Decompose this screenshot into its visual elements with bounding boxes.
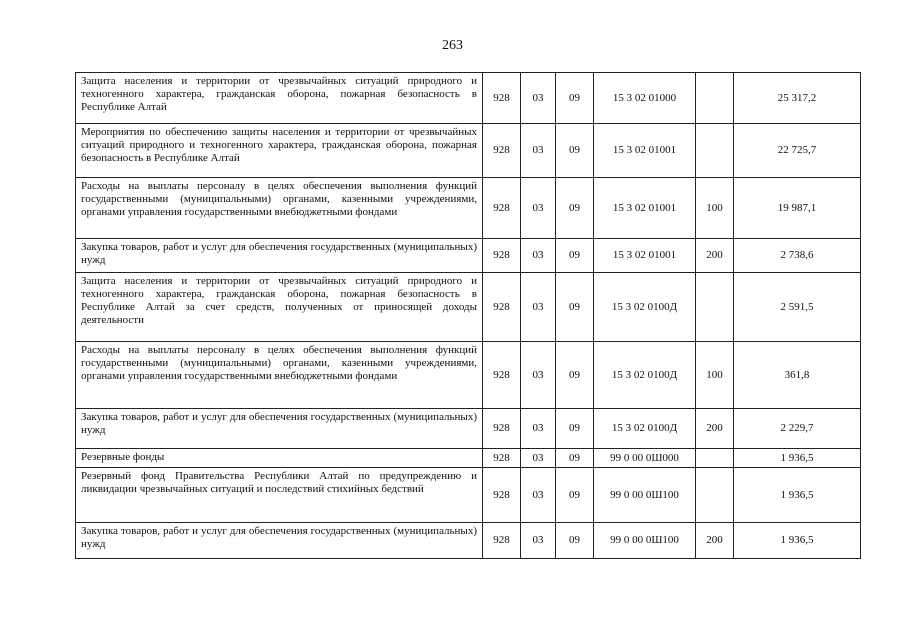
row-description: Закупка товаров, работ и услуг для обеспечения государственных (муниципальных) нужд bbox=[76, 239, 483, 273]
row-description: Защита населения и территории от чрезвычайных ситуаций природного и техногенного характера, гражданская оборона, пожарная безопасность в Республике Алтай за счет средств, полученных от приносящей доходы деятельности bbox=[76, 273, 483, 342]
row-expense-type: 200 bbox=[696, 409, 734, 449]
row-amount: 2 738,6 bbox=[734, 239, 861, 273]
table-row bbox=[76, 73, 861, 124]
table-row bbox=[76, 449, 861, 468]
row-target-article: 15 3 02 01001 bbox=[594, 239, 696, 273]
row-description: Защита населения и территории от чрезвычайных ситуаций природного и техногенного характера, гражданская оборона, пожарная безопасность в Республике Алтай bbox=[76, 73, 483, 124]
row-ministry-code: 928 bbox=[483, 273, 521, 342]
row-section-code: 03 bbox=[521, 449, 556, 468]
row-subsection-code: 09 bbox=[556, 409, 594, 449]
row-subsection-code: 09 bbox=[556, 178, 594, 239]
row-section-code: 03 bbox=[521, 124, 556, 178]
row-ministry-code: 928 bbox=[483, 73, 521, 124]
row-description: Резервный фонд Правительства Республики Алтай по предупреждению и ликвидации чрезвычайных ситуаций и последствий стихийных бедствий bbox=[76, 468, 483, 523]
row-target-article: 15 3 02 0100Д bbox=[594, 273, 696, 342]
row-subsection-code: 09 bbox=[556, 523, 594, 559]
row-expense-type bbox=[696, 449, 734, 468]
row-section-code: 03 bbox=[521, 73, 556, 124]
row-target-article: 15 3 02 01001 bbox=[594, 178, 696, 239]
row-amount: 2 229,7 bbox=[734, 409, 861, 449]
row-expense-type: 200 bbox=[696, 239, 734, 273]
table-row bbox=[76, 409, 861, 449]
row-target-article: 15 3 02 0100Д bbox=[594, 409, 696, 449]
row-ministry-code: 928 bbox=[483, 124, 521, 178]
table-row bbox=[76, 342, 861, 409]
row-subsection-code: 09 bbox=[556, 468, 594, 523]
table-row bbox=[76, 273, 861, 342]
row-subsection-code: 09 bbox=[556, 73, 594, 124]
table-row bbox=[76, 239, 861, 273]
row-expense-type bbox=[696, 273, 734, 342]
row-target-article: 99 0 00 0Ш000 bbox=[594, 449, 696, 468]
row-expense-type: 100 bbox=[696, 178, 734, 239]
table-row bbox=[76, 523, 861, 559]
row-expense-type bbox=[696, 124, 734, 178]
row-amount: 2 591,5 bbox=[734, 273, 861, 342]
budget-table bbox=[75, 72, 861, 559]
row-section-code: 03 bbox=[521, 523, 556, 559]
row-amount: 361,8 bbox=[734, 342, 861, 409]
row-expense-type: 200 bbox=[696, 523, 734, 559]
row-subsection-code: 09 bbox=[556, 449, 594, 468]
row-ministry-code: 928 bbox=[483, 523, 521, 559]
row-amount: 19 987,1 bbox=[734, 178, 861, 239]
row-section-code: 03 bbox=[521, 239, 556, 273]
row-section-code: 03 bbox=[521, 342, 556, 409]
row-target-article: 15 3 02 0100Д bbox=[594, 342, 696, 409]
row-amount: 1 936,5 bbox=[734, 449, 861, 468]
row-ministry-code: 928 bbox=[483, 342, 521, 409]
row-subsection-code: 09 bbox=[556, 273, 594, 342]
row-amount: 1 936,5 bbox=[734, 523, 861, 559]
row-description: Мероприятия по обеспечению защиты населения и территории от чрезвычайных ситуаций природного и техногенного характера, гражданская оборона, пожарная безопасность в Республике Алтай bbox=[76, 124, 483, 178]
row-description: Закупка товаров, работ и услуг для обеспечения государственных (муниципальных) нужд bbox=[76, 409, 483, 449]
row-section-code: 03 bbox=[521, 468, 556, 523]
page-number: 263 bbox=[442, 38, 463, 53]
row-section-code: 03 bbox=[521, 273, 556, 342]
row-expense-type: 100 bbox=[696, 342, 734, 409]
row-subsection-code: 09 bbox=[556, 124, 594, 178]
row-expense-type bbox=[696, 468, 734, 523]
row-description: Расходы на выплаты персоналу в целях обеспечения выполнения функций государственными (муниципальными) органами, казенными учреждениями, органами управления государственными внебюджетными фондами bbox=[76, 342, 483, 409]
row-amount: 25 317,2 bbox=[734, 73, 861, 124]
table-row bbox=[76, 468, 861, 523]
row-ministry-code: 928 bbox=[483, 449, 521, 468]
row-ministry-code: 928 bbox=[483, 178, 521, 239]
row-target-article: 99 0 00 0Ш100 bbox=[594, 523, 696, 559]
row-ministry-code: 928 bbox=[483, 239, 521, 273]
row-expense-type bbox=[696, 73, 734, 124]
table-row bbox=[76, 178, 861, 239]
row-section-code: 03 bbox=[521, 409, 556, 449]
row-description: Закупка товаров, работ и услуг для обеспечения государственных (муниципальных) нужд bbox=[76, 523, 483, 559]
row-description: Резервные фонды bbox=[76, 449, 483, 468]
row-amount: 1 936,5 bbox=[734, 468, 861, 523]
row-section-code: 03 bbox=[521, 178, 556, 239]
row-subsection-code: 09 bbox=[556, 239, 594, 273]
row-target-article: 99 0 00 0Ш100 bbox=[594, 468, 696, 523]
row-target-article: 15 3 02 01001 bbox=[594, 124, 696, 178]
row-ministry-code: 928 bbox=[483, 468, 521, 523]
row-description: Расходы на выплаты персоналу в целях обеспечения выполнения функций государственными (муниципальными) органами, казенными учреждениями, органами управления государственными внебюджетными фондами bbox=[76, 178, 483, 239]
table-row bbox=[76, 124, 861, 178]
row-amount: 22 725,7 bbox=[734, 124, 861, 178]
row-ministry-code: 928 bbox=[483, 409, 521, 449]
row-target-article: 15 3 02 01000 bbox=[594, 73, 696, 124]
row-subsection-code: 09 bbox=[556, 342, 594, 409]
